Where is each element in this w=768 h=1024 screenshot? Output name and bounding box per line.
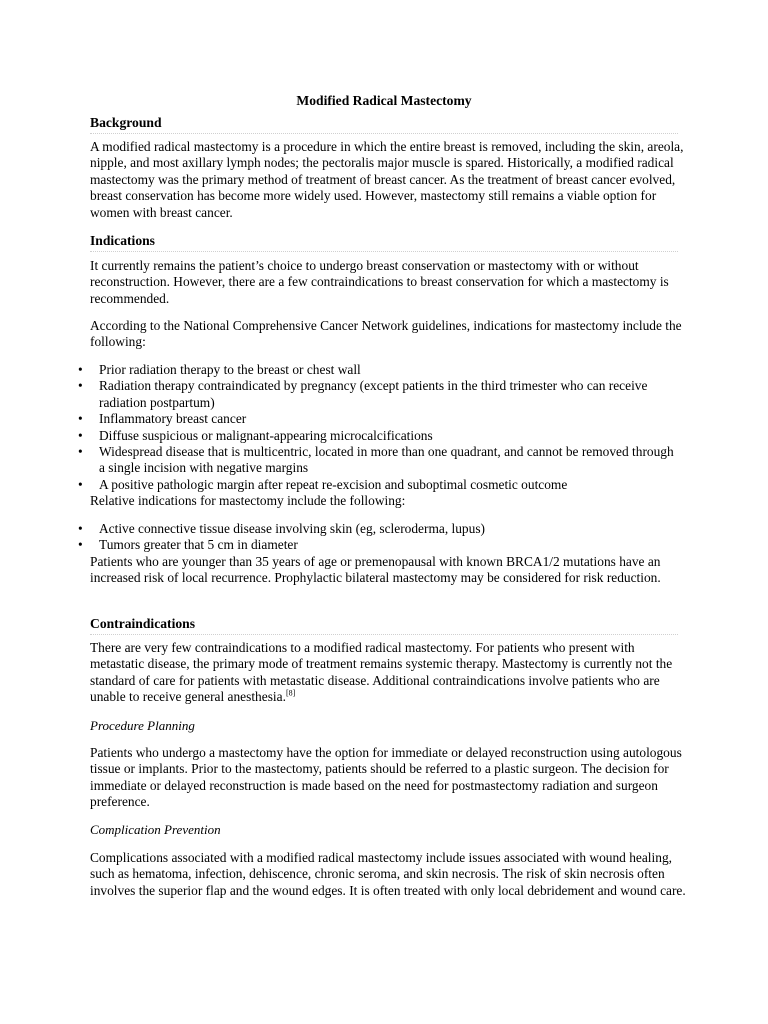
document-title: Modified Radical Mastectomy bbox=[296, 93, 472, 108]
complication-prevention-heading: Complication Prevention bbox=[90, 822, 221, 837]
indications-list bbox=[78, 362, 678, 493]
list-item: • Prior radiation therapy to the breast or chest wall bbox=[78, 362, 678, 378]
contraindications-heading: Contraindications bbox=[90, 616, 195, 631]
list-item: • Diffuse suspicious or malignant-appearing microcalcifications bbox=[78, 428, 678, 444]
contraindications-paragraph bbox=[90, 640, 690, 706]
contraindications-text: There are very few contraindications to a modified radical mastectomy. For patients who present with metastatic disease, the primary mode of treatment remains systemic therapy. Mastectomy is currently not the standard of care for patients with metastatic disease. Additional contraindications involve patients who are unable to receive general anesthesia. bbox=[90, 640, 673, 705]
list-item: • Widespread disease that is multicentric, located in more than one quadrant, and cannot be removed through a single incision with negative margins bbox=[78, 444, 678, 477]
brca-paragraph: Patients who are younger than 35 years of age or premenopausal with known BRCA1/2 mutations have an increased risk of local recurrence. Prophylactic bilateral mastectomy may be considered for risk reduction. bbox=[90, 554, 661, 586]
list-item: • A positive pathologic margin after repeat re-excision and suboptimal cosmetic outcome bbox=[78, 477, 678, 493]
complication-prevention-paragraph: Complications associated with a modified radical mastectomy include issues associated with wound healing, such as hematoma, infection, dehiscence, chronic seroma, and skin necrosis. The risk of skin necrosis often involves the superior flap and the wound edges. It is often treated with only local debridement and wound care. bbox=[90, 850, 686, 898]
relative-intro: Relative indications for mastectomy include the following: bbox=[90, 493, 406, 508]
list-item: • Inflammatory breast cancer bbox=[78, 411, 678, 427]
section-divider bbox=[90, 133, 678, 134]
procedure-planning-heading: Procedure Planning bbox=[90, 718, 195, 733]
procedure-planning-paragraph: Patients who undergo a mastectomy have the option for immediate or delayed reconstruction using autologous tissue or implants. Prior to the mastectomy, patients should be referred to a plastic surgeon. The decision for immediate or delayed reconstruction is made based on the need for postmastectomy radiation and surgeon preference. bbox=[90, 745, 682, 810]
citation-link[interactable]: [8] bbox=[285, 688, 296, 698]
section-divider bbox=[90, 251, 678, 252]
relative-indications-list bbox=[78, 521, 678, 554]
background-paragraph: A modified radical mastectomy is a procedure in which the entire breast is removed, including the skin, areola, nipple, and most axillary lymph nodes; the pectoralis major muscle is spared. Historically, a modified radical mastectomy was the primary method of treatment of breast cancer. As the treatment of breast cancer evolved, breast conservation has become more widely used. However, mastectomy still remains a viable option for women with breast cancer. bbox=[90, 139, 684, 220]
indications-intro: It currently remains the patient’s choice to undergo breast conservation or mastectomy with or without reconstruction. However, there are a few contraindications to breast conservation for which a mastectomy is recommended. bbox=[90, 258, 669, 306]
nccn-intro: According to the National Comprehensive Cancer Network guidelines, indications for mastectomy include the following: bbox=[90, 318, 682, 350]
section-divider bbox=[90, 634, 678, 635]
list-item: • Tumors greater that 5 cm in diameter bbox=[78, 537, 678, 553]
background-heading: Background bbox=[90, 115, 162, 130]
list-item: • Radiation therapy contraindicated by pregnancy (except patients in the third trimester who can receive radiation postpartum) bbox=[78, 378, 678, 411]
list-item: • Active connective tissue disease involving skin (eg, scleroderma, lupus) bbox=[78, 521, 678, 537]
indications-heading: Indications bbox=[90, 233, 155, 248]
